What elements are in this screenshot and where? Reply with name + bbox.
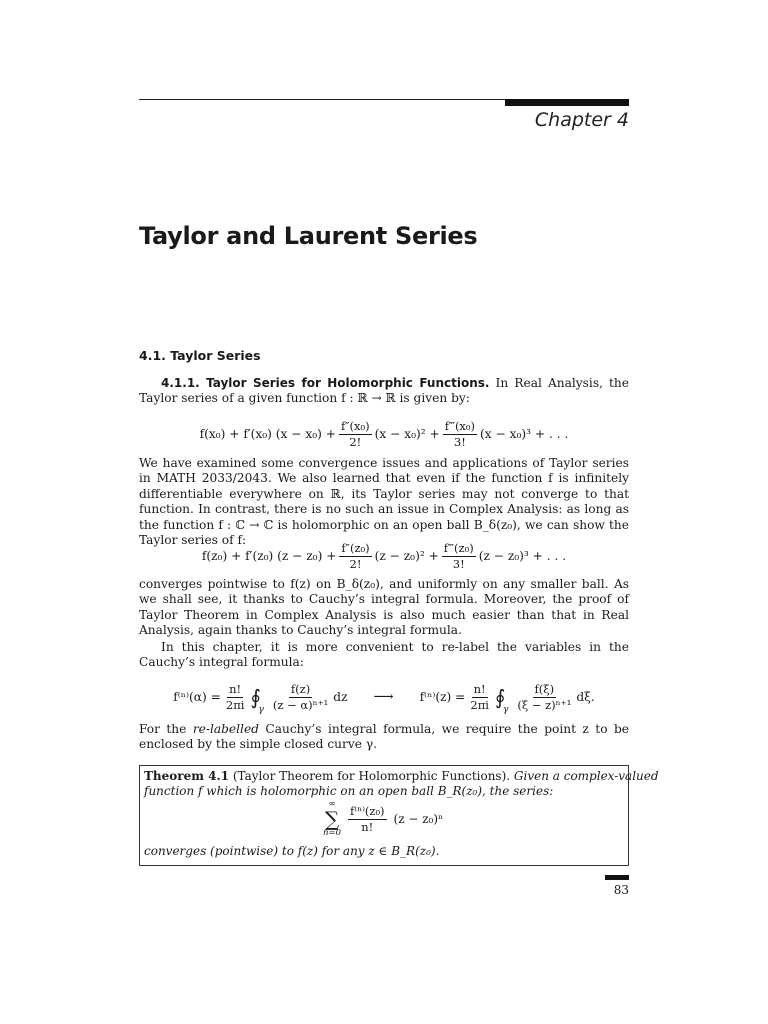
eq-complex-term-2: (z − z₀)³ + . . . — [478, 549, 567, 563]
chapter-label: Chapter 4 — [534, 109, 629, 131]
theorem-header — [144, 769, 659, 784]
eq-cauchy-left-const-num: n! — [229, 681, 242, 696]
summation-symbol — [323, 800, 341, 838]
equation-real-taylor — [139, 414, 629, 454]
relabel-arrow: ⟶ — [373, 689, 394, 705]
paragraph-relabel-text: In this chapter, it is more convenient to re-label the variables in the Cauchy’s integral formula: — [139, 640, 629, 670]
theorem-statement-line-2: function f which is holomorphic on an open ball B_R(z₀), the series: — [144, 784, 554, 798]
eq-real-term-1: (x − x₀)² + — [374, 427, 440, 441]
summation-lower-limit: n=0 — [323, 828, 342, 838]
theorem-statement-start: Given a complex-valued — [513, 769, 659, 783]
eq-complex-frac-2-num: f‴(z₀) — [443, 540, 474, 555]
equation-complex-taylor — [139, 536, 629, 576]
subsection-intro — [139, 376, 629, 407]
series-term-fraction — [348, 805, 387, 834]
subsection-title: 4.1.1. Taylor Series for Holomorphic Functions. — [161, 376, 490, 390]
paragraph-relabel — [139, 640, 629, 671]
eq-real-frac-2 — [443, 420, 477, 449]
page-number: 83 — [613, 883, 629, 897]
footer-rule — [605, 875, 629, 880]
paragraph-enclosed-post: Cauchy’s integral formula, we require the point z to be enclosed by the simple closed curve γ. — [139, 722, 629, 752]
eq-complex-frac-2-den: 3! — [452, 556, 465, 571]
eq-cauchy-right-integrand — [515, 683, 573, 712]
series-term-power: (z − z₀)ⁿ — [393, 812, 444, 826]
paragraph-convergence: We have examined some convergence issues and applications of Taylor series in MATH 2033/2043. We also learned that even if the function f is infinitely differentiable everywhere on ℝ, its Taylor series may not converge to that function. In contrast, there is no such an issue in Complex Analysis: as long as the function f : ℂ → ℂ is holomorphic on an open ball B_δ(z₀), we can show the Taylor series of f: — [139, 456, 629, 548]
eq-real-frac-1-den: 2! — [349, 434, 362, 449]
eq-cauchy-right-const-den: 2πi — [470, 697, 489, 712]
summation-upper-limit: ∞ — [328, 799, 336, 809]
eq-cauchy-left-integrand-den: (z − α)ⁿ⁺¹ — [272, 697, 329, 712]
eq-complex-frac-1-den: 2! — [349, 556, 362, 571]
contour-integral-symbol: ∮ γ — [494, 685, 509, 715]
eq-real-term-2: (x − x₀)³ + . . . — [480, 427, 569, 441]
header-rule-accent — [505, 99, 629, 106]
eq-complex-frac-2 — [442, 542, 476, 571]
eq-cauchy-left-const-den: 2πi — [225, 697, 245, 712]
eq-complex-frac-1-num: f″(z₀) — [341, 540, 370, 555]
eq-real-frac-1 — [339, 420, 372, 449]
eq-real-lead: f(x₀) + f′(x₀) (x − x₀) + — [199, 427, 336, 441]
contour-integral-symbol: ∮ γ — [250, 685, 264, 715]
equation-cauchy-formula — [139, 676, 629, 718]
paragraph-enclosed — [139, 722, 629, 753]
paragraph-pointwise: converges pointwise to f(z) on B_δ(z₀), and uniformly on any smaller ball. As we shall see, it thanks to Cauchy’s integral formula. Moreover, the proof of Taylor Theorem in Complex Analysis is also much easier than that in Real Analysis, again thanks to Cauchy’s integral formula. — [139, 577, 629, 638]
eq-complex-term-1: (z − z₀)² + — [374, 549, 439, 563]
theorem-name: (Taylor Theorem for Holomorphic Functions). — [229, 769, 514, 783]
eq-cauchy-right-differential: dξ. — [576, 690, 595, 704]
eq-cauchy-left-integrand-num: f(z) — [290, 681, 311, 696]
eq-real-frac-2-num: f‴(x₀) — [444, 418, 476, 433]
subsection-intro-text: In Real Analysis, the Taylor series of a given function f : ℝ → ℝ is given by: — [139, 376, 629, 406]
theorem-label: Theorem 4.1 — [144, 769, 230, 783]
eq-cauchy-right-integrand-den: (ξ − z)ⁿ⁺¹ — [517, 697, 572, 712]
eq-cauchy-left-integrand — [271, 683, 330, 712]
chapter-title: Taylor and Laurent Series — [139, 222, 478, 250]
paragraph-enclosed-emphasis: re-labelled — [192, 722, 259, 736]
eq-cauchy-right-integrand-num: f(ξ) — [534, 681, 555, 696]
eq-cauchy-right-const — [468, 683, 491, 712]
eq-complex-frac-1 — [339, 542, 371, 571]
theorem-conclusion: converges (pointwise) to f(z) for any z ∈ B_R(z₀). — [144, 844, 440, 858]
theorem-series — [323, 800, 443, 838]
contour-label: γ — [502, 705, 509, 715]
eq-cauchy-right-const-num: n! — [473, 681, 486, 696]
eq-cauchy-left-lhs: f⁽ⁿ⁾(α) = — [173, 690, 221, 704]
section-title: 4.1. Taylor Series — [139, 348, 261, 363]
contour-label: γ — [258, 705, 264, 715]
eq-real-frac-1-num: f″(x₀) — [341, 418, 370, 433]
series-term-num: f⁽ⁿ⁾(z₀) — [350, 803, 385, 818]
eq-cauchy-left-const — [224, 683, 247, 712]
series-term-den: n! — [361, 819, 374, 834]
paragraph-enclosed-pre: For the — [139, 722, 193, 736]
eq-cauchy-right-lhs: f⁽ⁿ⁾(z) = — [419, 690, 466, 704]
eq-cauchy-left-differential: dz — [333, 690, 348, 704]
summation-sigma: ∑ — [324, 807, 340, 831]
eq-complex-lead: f(z₀) + f′(z₀) (z − z₀) + — [201, 549, 337, 563]
eq-real-frac-2-den: 3! — [453, 434, 466, 449]
